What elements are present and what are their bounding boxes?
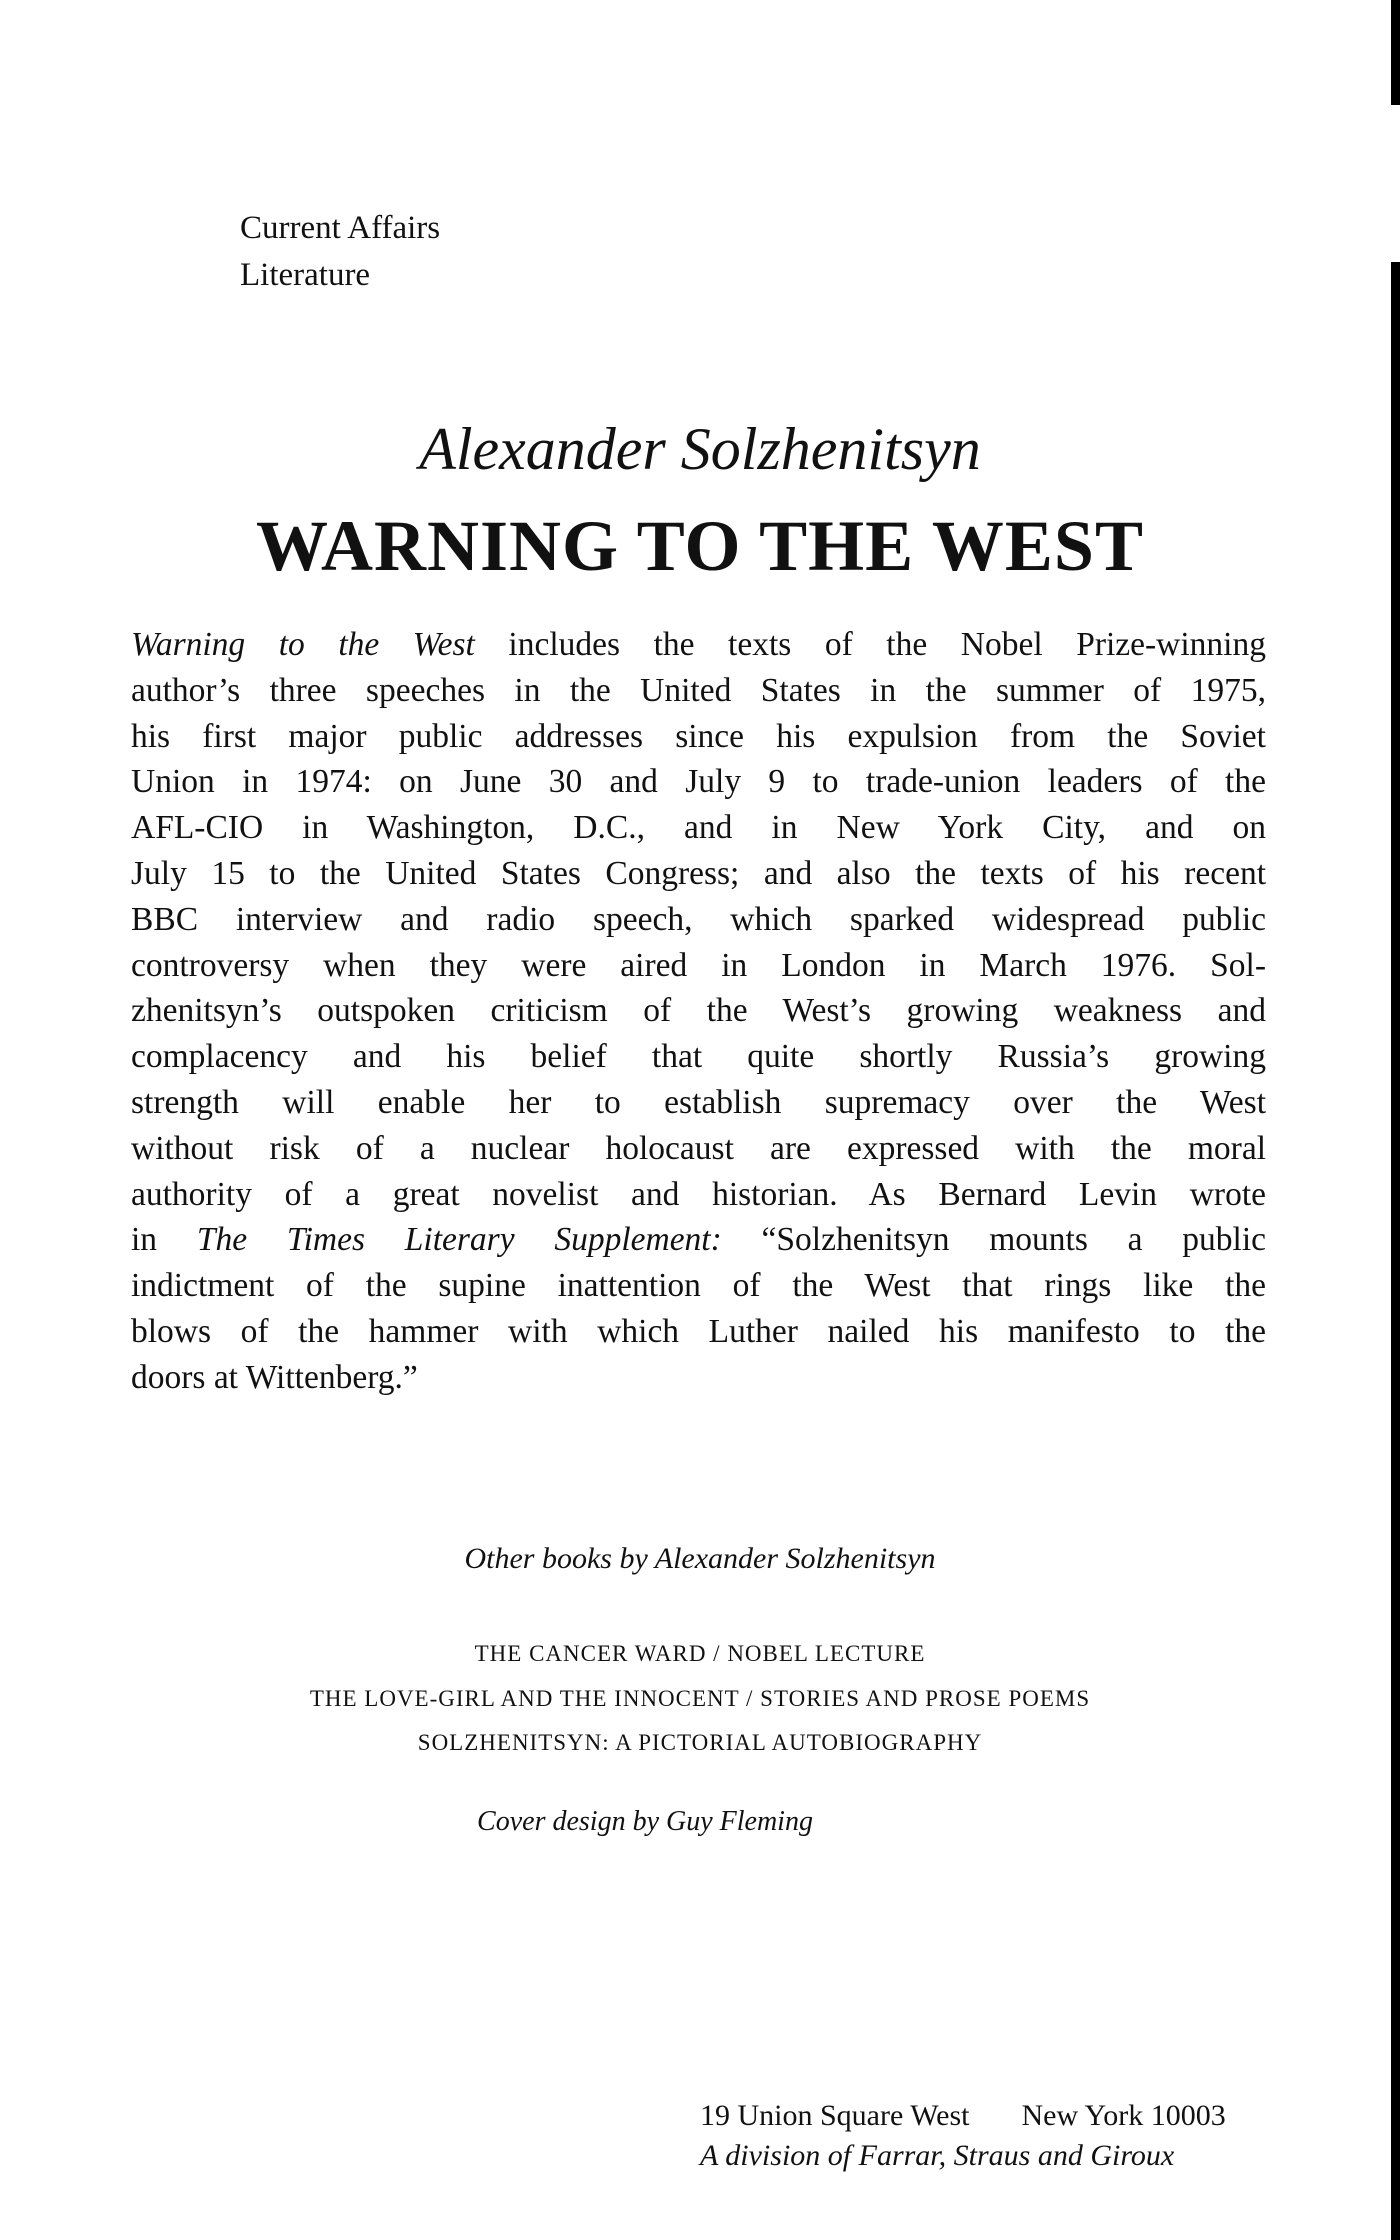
blurb-line bbox=[131, 1217, 1266, 1263]
other-books-list bbox=[0, 1632, 1400, 1766]
cover-credit: Cover design by Guy Fleming bbox=[477, 1806, 813, 1837]
blurb-line: his first major public addresses since his expulsion from the Soviet bbox=[131, 717, 1266, 755]
blurb-line bbox=[131, 622, 1266, 668]
blurb-line: controversy when they were aired in London in March 1976. Sol- bbox=[131, 946, 1266, 984]
blurb-line: blows of the hammer with which Luther nailed his manifesto to the bbox=[131, 1312, 1266, 1350]
publication-title-italic: The Times Literary Supplement: bbox=[196, 1221, 722, 1259]
book-title-italic: Warning to the West bbox=[131, 626, 475, 663]
blurb-line: without risk of a nuclear holocaust are expressed with the moral bbox=[131, 1129, 1266, 1167]
blurb-line: author’s three speeches in the United States in the summer of 1975, bbox=[131, 671, 1266, 709]
publisher-city: New York 10003 bbox=[1021, 2099, 1226, 2132]
blurb-line: strength will enable her to establish supremacy over the West bbox=[131, 1083, 1266, 1121]
publisher-address bbox=[700, 2096, 1226, 2176]
blurb-line: BBC interview and radio speech, which sparked widespread public bbox=[131, 900, 1266, 938]
blurb-text bbox=[131, 622, 1266, 1401]
blurb-line: AFL-CIO in Washington, D.C., and in New York City, and on bbox=[131, 809, 1266, 847]
other-books-line: SOLZHENITSYN: A PICTORIAL AUTOBIOGRAPHY bbox=[417, 1730, 983, 1755]
other-books-heading: Other books by Alexander Solzhenitsyn bbox=[464, 1542, 936, 1575]
text: in bbox=[131, 1221, 197, 1259]
blurb-line: doors at Wittenberg.” bbox=[131, 1358, 418, 1396]
blurb-line: Union in 1974: on June 30 and July 9 to trade-union leaders of the bbox=[131, 763, 1266, 801]
text: “Solzhenitsyn mounts a public bbox=[721, 1221, 1266, 1259]
blurb-line: authority of a great novelist and historian. As Bernard Levin wrote bbox=[131, 1175, 1266, 1213]
page-edge-bar-top bbox=[1391, 0, 1400, 105]
other-books-line: THE LOVE-GIRL AND THE INNOCENT / STORIES AND PROSE POEMS bbox=[309, 1685, 1091, 1711]
category-label: Literature bbox=[240, 257, 371, 293]
text: includes the texts of the Nobel Prize-winning bbox=[474, 626, 1266, 663]
other-books-line: THE CANCER WARD / NOBEL LECTURE bbox=[474, 1641, 926, 1666]
author-name: Alexander Solzhenitsyn bbox=[419, 416, 981, 482]
blurb-line: complacency and his belief that quite shortly Russia’s growing bbox=[131, 1038, 1266, 1076]
publisher-street: 19 Union Square West bbox=[700, 2099, 970, 2132]
blurb-line: July 15 to the United States Congress; and also the texts of his recent bbox=[131, 854, 1266, 892]
category-label: Current Affairs bbox=[240, 210, 441, 246]
publisher-division: A division of Farrar, Straus and Giroux bbox=[700, 2139, 1175, 2172]
blurb-line: zhenitsyn’s outspoken criticism of the West’s growing weakness and bbox=[131, 992, 1266, 1030]
blurb-line: indictment of the supine inattention of the West that rings like the bbox=[131, 1267, 1266, 1305]
book-title: WARNING TO THE WEST bbox=[256, 506, 1144, 586]
